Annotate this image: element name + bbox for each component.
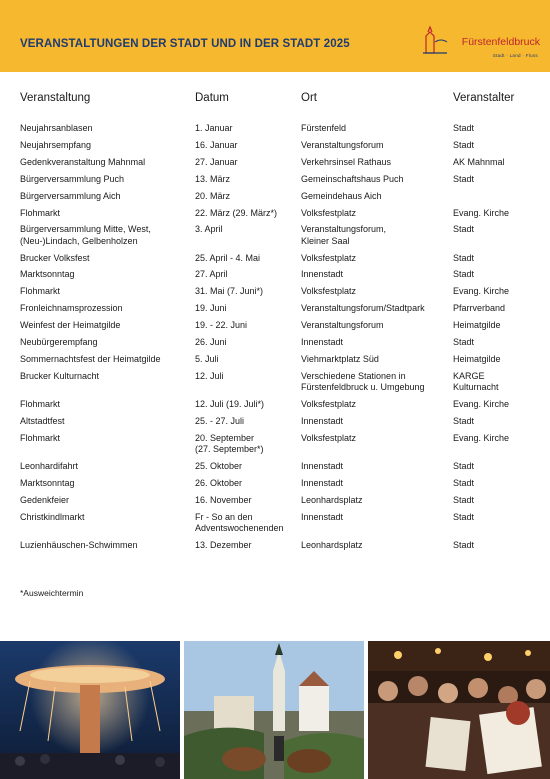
event-date: 5. Juli	[195, 353, 219, 364]
event-organizer: Stadt	[453, 539, 475, 550]
event-date: 16. November	[195, 494, 252, 505]
event-date: 19. Juni	[195, 303, 227, 314]
event-location: Volksfestplatz	[301, 207, 357, 218]
column-header-event: Veranstaltung	[20, 92, 91, 104]
event-location: Leonhardsplatz	[301, 494, 363, 505]
event-name: Sommernachtsfest der Heimatgilde	[20, 353, 161, 364]
event-name: Gedenkveranstaltung Mahnmal	[20, 156, 146, 167]
photo-strip	[0, 641, 550, 779]
event-name: Altstadtfest	[20, 415, 65, 426]
event-location: Innenstadt	[301, 511, 344, 522]
event-location: Volksfestplatz	[301, 398, 357, 409]
event-location: Viehmarktplatz Süd	[301, 353, 379, 364]
event-name: Bürgerversammlung Mitte, West, (Neu-)Lindach, Gelbenholzen	[20, 224, 151, 246]
event-date: 22. März (29. März*)	[195, 207, 278, 218]
column-header-date: Datum	[195, 92, 229, 104]
event-name: Luzienhäuschen-Schwimmen	[20, 539, 138, 550]
event-location: Innenstadt	[301, 477, 344, 488]
photo-carousel	[0, 641, 180, 779]
event-organizer: Evang. Kirche	[453, 398, 510, 409]
event-name: Fronleichnamsprozession	[20, 303, 123, 314]
event-date: 20. September (27. September*)	[195, 432, 264, 454]
event-location: Veranstaltungsforum	[301, 139, 384, 150]
event-organizer: Heimatgilde	[453, 353, 501, 364]
event-organizer: Stadt	[453, 139, 475, 150]
event-location: Leonhardsplatz	[301, 539, 363, 550]
event-location: Verschiedene Stationen in Fürstenfeldbruck u. Umgebung	[301, 370, 425, 392]
event-name: Neujahrsempfang	[20, 139, 92, 150]
footnote: *Ausweichtermin	[20, 588, 84, 598]
event-organizer: Pfarrverband	[453, 303, 506, 314]
event-name: Bürgerversammlung Aich	[20, 190, 121, 201]
event-name: Neubürgerempfang	[20, 337, 98, 347]
church-tower-icon	[422, 24, 448, 54]
event-location: Volksfestplatz	[301, 432, 357, 443]
event-organizer: Stadt	[453, 269, 475, 280]
event-name: Brucker Kulturnacht	[20, 370, 100, 381]
event-date: 25. April - 4. Mai	[195, 252, 261, 263]
event-name: Leonhardifahrt	[20, 460, 79, 471]
event-date: 13. Dezember	[195, 539, 252, 550]
event-date: 31. Mai (7. Juni*)	[195, 286, 264, 297]
event-organizer: Stadt	[453, 415, 475, 426]
event-organizer: Heimatgilde	[453, 320, 501, 331]
event-date: 13. März	[195, 173, 231, 184]
page-header	[0, 0, 550, 72]
event-location: Veranstaltungsforum, Kleiner Saal	[301, 224, 387, 246]
event-location: Volksfestplatz	[301, 252, 357, 263]
event-date: Fr - So an den Adventswochenenden	[195, 511, 284, 533]
event-organizer: Evang. Kirche	[453, 207, 510, 218]
event-date: 20. März	[195, 190, 231, 201]
event-name: Marktsonntag	[20, 269, 75, 280]
event-location: Fürstenfeld	[301, 123, 347, 133]
column-header-location: Ort	[301, 92, 317, 104]
event-name: Gedenkfeier	[20, 494, 70, 505]
event-location: Volksfestplatz	[301, 286, 357, 297]
event-location: Innenstadt	[301, 337, 344, 347]
event-organizer: Stadt	[453, 123, 475, 133]
event-location: Innenstadt	[301, 269, 344, 280]
event-name: Christkindlmarkt	[20, 511, 85, 522]
event-organizer: Stadt	[453, 460, 475, 471]
event-location: Innenstadt	[301, 460, 344, 471]
table-header	[0, 92, 550, 108]
event-name: Flohmarkt	[20, 207, 61, 218]
event-organizer: KARGE Kulturnacht	[453, 370, 499, 392]
event-date: 1. Januar	[195, 123, 233, 133]
event-name: Marktsonntag	[20, 477, 75, 488]
photo-christkindlmarkt	[368, 641, 550, 779]
logo-name: Fürstenfeldbruck	[461, 36, 540, 48]
event-location: Veranstaltungsforum	[301, 320, 384, 331]
event-location: Innenstadt	[301, 415, 344, 426]
event-organizer: Stadt	[453, 173, 475, 184]
event-organizer: Evang. Kirche	[453, 432, 510, 443]
event-organizer: Stadt	[453, 511, 475, 522]
event-date: 12. Juli	[195, 370, 224, 381]
event-name: Flohmarkt	[20, 432, 61, 443]
event-date: 16. Januar	[195, 139, 238, 150]
event-name: Weinfest der Heimatgilde	[20, 320, 121, 331]
event-organizer: Evang. Kirche	[453, 286, 510, 297]
event-date: 19. - 22. Juni	[195, 320, 248, 331]
event-name: Neujahrsanblasen	[20, 123, 93, 133]
event-name: Brucker Volksfest	[20, 252, 90, 263]
event-date: 12. Juli (19. Juli*)	[195, 398, 265, 409]
event-date: 27. April	[195, 269, 228, 280]
event-name: Bürgerversammlung Puch	[20, 173, 125, 184]
event-date: 26. Oktober	[195, 477, 243, 488]
event-name: Flohmarkt	[20, 398, 61, 409]
event-location: Veranstaltungsforum/Stadtpark	[301, 303, 425, 314]
event-date: 26. Juni	[195, 337, 227, 347]
event-organizer: Stadt	[453, 252, 475, 263]
event-name: Flohmarkt	[20, 286, 61, 297]
event-organizer: Stadt	[453, 224, 475, 235]
event-date: 25. Oktober	[195, 460, 243, 471]
column-header-organizer: Veranstalter	[453, 92, 515, 104]
page-title: VERANSTALTUNGEN DER STADT UND IN DER STADT 2025	[20, 38, 350, 50]
event-location: Verkehrsinsel Rathaus	[301, 156, 392, 167]
city-logo	[422, 22, 540, 64]
logo-subtitle: Stadt · Land · Fluss	[492, 53, 538, 58]
event-organizer: Stadt	[453, 477, 475, 488]
photo-leonhardifahrt	[184, 641, 364, 779]
event-location: Gemeindehaus Aich	[301, 190, 382, 201]
event-location: Gemeinschaftshaus Puch	[301, 173, 404, 184]
event-date: 27. Januar	[195, 156, 238, 167]
event-organizer: Stadt	[453, 337, 475, 347]
event-organizer: Stadt	[453, 494, 475, 505]
event-date: 25. - 27. Juli	[195, 415, 245, 426]
event-organizer: AK Mahnmal	[453, 156, 505, 167]
event-date: 3. April	[195, 224, 223, 235]
